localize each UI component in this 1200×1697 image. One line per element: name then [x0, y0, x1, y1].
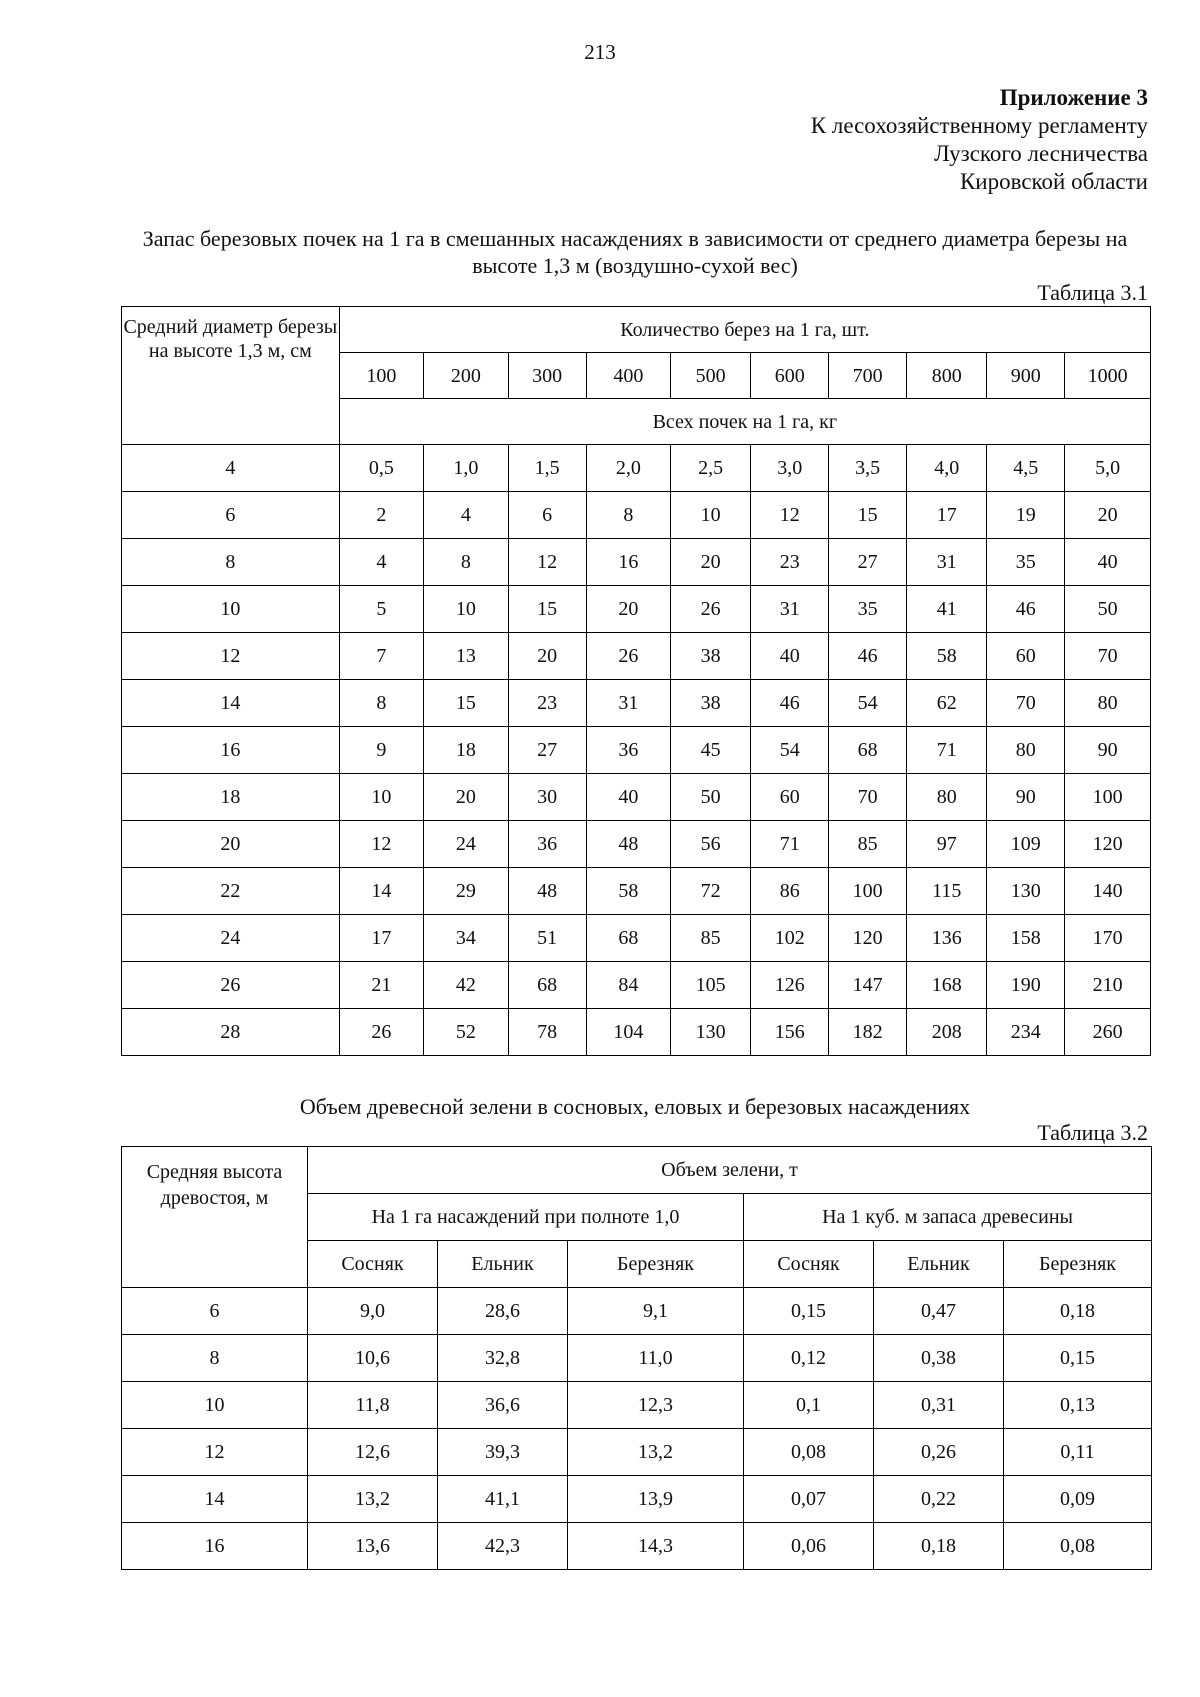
table-cell: 8	[339, 680, 423, 727]
table-cell: 260	[1065, 1009, 1151, 1056]
table-cell: 15	[829, 492, 907, 539]
table-cell: 26	[671, 586, 751, 633]
table-cell: 12,3	[568, 1382, 744, 1429]
table-cell: 12,6	[308, 1429, 438, 1476]
table-cell: 4,5	[987, 445, 1065, 492]
buds-stock-table	[121, 306, 1151, 1056]
table-cell: 46	[751, 680, 829, 727]
table-row	[122, 492, 1151, 539]
table-cell: 2,0	[586, 445, 670, 492]
table-cell: 68	[586, 915, 670, 962]
table-cell: 156	[751, 1009, 829, 1056]
table-cell: 71	[751, 821, 829, 868]
height-cell: 16	[122, 1523, 308, 1570]
table-cell: 5	[339, 586, 423, 633]
table-cell: 140	[1065, 868, 1151, 915]
table2-caption: Объем древесной зелени в сосновых, еловых и березовых насаждениях	[299, 1094, 971, 1119]
table-cell: 71	[907, 727, 987, 774]
diameter-cell: 16	[122, 727, 340, 774]
table-cell: 86	[751, 868, 829, 915]
diameter-cell: 20	[122, 821, 340, 868]
table-cell: 0,5	[339, 445, 423, 492]
table-cell: 3,0	[751, 445, 829, 492]
table-row	[122, 1476, 1152, 1523]
table-cell: 147	[829, 962, 907, 1009]
table-cell: 35	[987, 539, 1065, 586]
table-cell: 39,3	[438, 1429, 568, 1476]
table-row	[122, 962, 1151, 1009]
table-cell: 0,26	[874, 1429, 1004, 1476]
table-cell: 9,1	[568, 1288, 744, 1335]
table-cell: 1,5	[508, 445, 586, 492]
table-cell: 130	[671, 1009, 751, 1056]
table-cell: 136	[907, 915, 987, 962]
table-cell: 14	[339, 868, 423, 915]
table-cell: 23	[508, 680, 586, 727]
diameter-cell: 14	[122, 680, 340, 727]
table-cell: 58	[907, 633, 987, 680]
table-cell: 4	[339, 539, 423, 586]
table-row	[122, 586, 1151, 633]
diameter-cell: 10	[122, 586, 340, 633]
height-cell: 10	[122, 1382, 308, 1429]
table-cell: 32,8	[438, 1335, 568, 1382]
table-cell: 168	[907, 962, 987, 1009]
table-cell: 31	[586, 680, 670, 727]
table1-header-row	[122, 307, 1151, 353]
table1-count-header: 100	[339, 353, 423, 399]
table-cell: 46	[829, 633, 907, 680]
table-cell: 109	[987, 821, 1065, 868]
table-cell: 34	[424, 915, 508, 962]
appendix-line: Кировской области	[959, 169, 1148, 194]
table-cell: 48	[586, 821, 670, 868]
table-cell: 208	[907, 1009, 987, 1056]
table-cell: 126	[751, 962, 829, 1009]
table-cell: 0,18	[874, 1523, 1004, 1570]
table-cell: 3,5	[829, 445, 907, 492]
table-row	[122, 1523, 1152, 1570]
table-cell: 42,3	[438, 1523, 568, 1570]
table1-count-header: 400	[586, 353, 670, 399]
table-cell: 45	[671, 727, 751, 774]
table-cell: 31	[907, 539, 987, 586]
table-cell: 17	[339, 915, 423, 962]
table-row	[122, 680, 1151, 727]
table-cell: 80	[1065, 680, 1151, 727]
table-cell: 4,0	[907, 445, 987, 492]
table-cell: 26	[586, 633, 670, 680]
table-cell: 115	[907, 868, 987, 915]
table1-count-header: 600	[751, 353, 829, 399]
table-cell: 0,13	[1004, 1382, 1152, 1429]
table-cell: 158	[987, 915, 1065, 962]
table-cell: 56	[671, 821, 751, 868]
table-cell: 60	[751, 774, 829, 821]
table-cell: 19	[987, 492, 1065, 539]
table-cell: 182	[829, 1009, 907, 1056]
table-cell: 0,47	[874, 1288, 1004, 1335]
table2-corner-header: Средняя высота древостоя, м	[122, 1147, 308, 1288]
table1-count-header: 500	[671, 353, 751, 399]
table-cell: 54	[829, 680, 907, 727]
table-cell: 50	[1065, 586, 1151, 633]
diameter-cell: 26	[122, 962, 340, 1009]
table-row	[122, 633, 1151, 680]
table-cell: 100	[829, 868, 907, 915]
table-cell: 10	[671, 492, 751, 539]
table-row	[122, 868, 1151, 915]
table-cell: 31	[751, 586, 829, 633]
height-cell: 8	[122, 1335, 308, 1382]
table-cell: 12	[751, 492, 829, 539]
table-cell: 85	[671, 915, 751, 962]
table-row	[122, 539, 1151, 586]
table-cell: 54	[751, 727, 829, 774]
table-cell: 80	[987, 727, 1065, 774]
table-cell: 210	[1065, 962, 1151, 1009]
diameter-cell: 6	[122, 492, 340, 539]
table-cell: 90	[1065, 727, 1151, 774]
table-cell: 104	[586, 1009, 670, 1056]
table-cell: 102	[751, 915, 829, 962]
table-cell: 84	[586, 962, 670, 1009]
table1-corner-header: Средний диаметр березы на высоте 1,3 м, см	[122, 307, 340, 445]
table-cell: 80	[907, 774, 987, 821]
table2-species-header: Березняк	[1004, 1241, 1152, 1288]
table-row	[122, 821, 1151, 868]
table-cell: 1,0	[424, 445, 508, 492]
table-row	[122, 1335, 1152, 1382]
table-cell: 0,1	[744, 1382, 874, 1429]
table-cell: 0,09	[1004, 1476, 1152, 1523]
table1-count-header: 1000	[1065, 353, 1151, 399]
table-cell: 130	[987, 868, 1065, 915]
table-cell: 6	[508, 492, 586, 539]
diameter-cell: 8	[122, 539, 340, 586]
table-cell: 0,15	[744, 1288, 874, 1335]
table2-species-header: Березняк	[568, 1241, 744, 1288]
table-cell: 10,6	[308, 1335, 438, 1382]
table1-group-header: Количество берез на 1 га, шт.	[339, 307, 1150, 353]
table2-species-header: Сосняк	[744, 1241, 874, 1288]
table2-species-header: Сосняк	[308, 1241, 438, 1288]
table-row	[122, 445, 1151, 492]
table-cell: 13,2	[308, 1476, 438, 1523]
table-cell: 9	[339, 727, 423, 774]
table-cell: 36	[586, 727, 670, 774]
table-cell: 8	[424, 539, 508, 586]
table-cell: 5,0	[1065, 445, 1151, 492]
table-cell: 85	[829, 821, 907, 868]
table-cell: 20	[586, 586, 670, 633]
table-cell: 0,38	[874, 1335, 1004, 1382]
table-cell: 13,6	[308, 1523, 438, 1570]
table-cell: 12	[339, 821, 423, 868]
diameter-cell: 18	[122, 774, 340, 821]
table-cell: 0,08	[744, 1429, 874, 1476]
table-cell: 38	[671, 633, 751, 680]
table-cell: 26	[339, 1009, 423, 1056]
height-cell: 12	[122, 1429, 308, 1476]
table-cell: 72	[671, 868, 751, 915]
table-cell: 20	[508, 633, 586, 680]
appendix-header	[448, 84, 1148, 196]
table-cell: 27	[508, 727, 586, 774]
table-cell: 12	[508, 539, 586, 586]
table-row	[122, 1009, 1151, 1056]
appendix-line: К лесохозяйственному регламенту	[810, 113, 1148, 138]
table-cell: 21	[339, 962, 423, 1009]
table1-count-header: 800	[907, 353, 987, 399]
table-cell: 24	[424, 821, 508, 868]
table-cell: 7	[339, 633, 423, 680]
table-cell: 15	[424, 680, 508, 727]
table-cell: 10	[339, 774, 423, 821]
table-cell: 70	[829, 774, 907, 821]
table-cell: 0,15	[1004, 1335, 1152, 1382]
height-cell: 6	[122, 1288, 308, 1335]
table-cell: 62	[907, 680, 987, 727]
table-row	[122, 727, 1151, 774]
table-cell: 100	[1065, 774, 1151, 821]
table-cell: 0,07	[744, 1476, 874, 1523]
appendix-line: Лузского лесничества	[934, 141, 1148, 166]
table-cell: 52	[424, 1009, 508, 1056]
table1-caption: Запас березовых почек на 1 га в смешанных насаждениях в зависимости от среднего диаметра березы на высоте 1,3 м (воздушно-сухой вес)	[142, 226, 1128, 278]
table-cell: 40	[586, 774, 670, 821]
table-row	[122, 915, 1151, 962]
table1-count-header: 700	[829, 353, 907, 399]
table-cell: 234	[987, 1009, 1065, 1056]
table1-count-header: 300	[508, 353, 586, 399]
table2-subgroup-per-ha: На 1 га насаждений при полноте 1,0	[308, 1194, 744, 1241]
table-cell: 20	[671, 539, 751, 586]
table-cell: 11,0	[568, 1335, 744, 1382]
table-cell: 40	[751, 633, 829, 680]
table-cell: 41,1	[438, 1476, 568, 1523]
table-cell: 28,6	[438, 1288, 568, 1335]
table2-species-header: Ельник	[438, 1241, 568, 1288]
table1-count-header: 900	[987, 353, 1065, 399]
table-cell: 20	[424, 774, 508, 821]
table-cell: 30	[508, 774, 586, 821]
table-cell: 42	[424, 962, 508, 1009]
table-cell: 27	[829, 539, 907, 586]
table-cell: 170	[1065, 915, 1151, 962]
table-cell: 50	[671, 774, 751, 821]
table-cell: 14,3	[568, 1523, 744, 1570]
table-cell: 23	[751, 539, 829, 586]
greenery-volume-table	[121, 1146, 1152, 1570]
table-row	[122, 774, 1151, 821]
diameter-cell: 28	[122, 1009, 340, 1056]
table-cell: 60	[987, 633, 1065, 680]
table-row	[122, 1288, 1152, 1335]
table-cell: 105	[671, 962, 751, 1009]
table-cell: 36	[508, 821, 586, 868]
diameter-cell: 24	[122, 915, 340, 962]
table-cell: 0,11	[1004, 1429, 1152, 1476]
table-cell: 9,0	[308, 1288, 438, 1335]
table-cell: 120	[829, 915, 907, 962]
table-cell: 41	[907, 586, 987, 633]
table-cell: 29	[424, 868, 508, 915]
table-cell: 97	[907, 821, 987, 868]
table-cell: 0,18	[1004, 1288, 1152, 1335]
table-cell: 70	[987, 680, 1065, 727]
table-cell: 20	[1065, 492, 1151, 539]
table-cell: 38	[671, 680, 751, 727]
table1-label: Таблица 3.1	[1037, 280, 1148, 305]
table-cell: 10	[424, 586, 508, 633]
table-cell: 78	[508, 1009, 586, 1056]
table-cell: 13,9	[568, 1476, 744, 1523]
table-cell: 36,6	[438, 1382, 568, 1429]
table-row	[122, 1429, 1152, 1476]
table-cell: 13,2	[568, 1429, 744, 1476]
table-cell: 46	[987, 586, 1065, 633]
table1-sub-header: Всех почек на 1 га, кг	[339, 399, 1150, 445]
table-cell: 70	[1065, 633, 1151, 680]
table-cell: 4	[424, 492, 508, 539]
appendix-title: Приложение 3	[999, 85, 1148, 110]
table-cell: 120	[1065, 821, 1151, 868]
table-cell: 68	[508, 962, 586, 1009]
table-cell: 2	[339, 492, 423, 539]
table-cell: 40	[1065, 539, 1151, 586]
table-row	[122, 1382, 1152, 1429]
diameter-cell: 4	[122, 445, 340, 492]
table1-count-header: 200	[424, 353, 508, 399]
table-cell: 0,22	[874, 1476, 1004, 1523]
table-cell: 8	[586, 492, 670, 539]
table-cell: 11,8	[308, 1382, 438, 1429]
table-cell: 16	[586, 539, 670, 586]
height-cell: 14	[122, 1476, 308, 1523]
table-cell: 2,5	[671, 445, 751, 492]
table-cell: 0,08	[1004, 1523, 1152, 1570]
table-cell: 18	[424, 727, 508, 774]
table-cell: 0,12	[744, 1335, 874, 1382]
table-cell: 48	[508, 868, 586, 915]
table2-group-header: Объем зелени, т	[308, 1147, 1152, 1194]
table2-subgroup-per-m3: На 1 куб. м запаса древесины	[744, 1194, 1152, 1241]
table-cell: 15	[508, 586, 586, 633]
table-cell: 58	[586, 868, 670, 915]
table-cell: 51	[508, 915, 586, 962]
page-number: 213	[584, 40, 616, 64]
table2-header-row	[122, 1147, 1152, 1194]
table-cell: 0,31	[874, 1382, 1004, 1429]
table-cell: 68	[829, 727, 907, 774]
table2-label: Таблица 3.2	[1037, 1120, 1148, 1145]
table-cell: 35	[829, 586, 907, 633]
diameter-cell: 12	[122, 633, 340, 680]
table2-species-header: Ельник	[874, 1241, 1004, 1288]
table-cell: 190	[987, 962, 1065, 1009]
table-cell: 0,06	[744, 1523, 874, 1570]
table-cell: 17	[907, 492, 987, 539]
diameter-cell: 22	[122, 868, 340, 915]
table-cell: 13	[424, 633, 508, 680]
table-cell: 90	[987, 774, 1065, 821]
